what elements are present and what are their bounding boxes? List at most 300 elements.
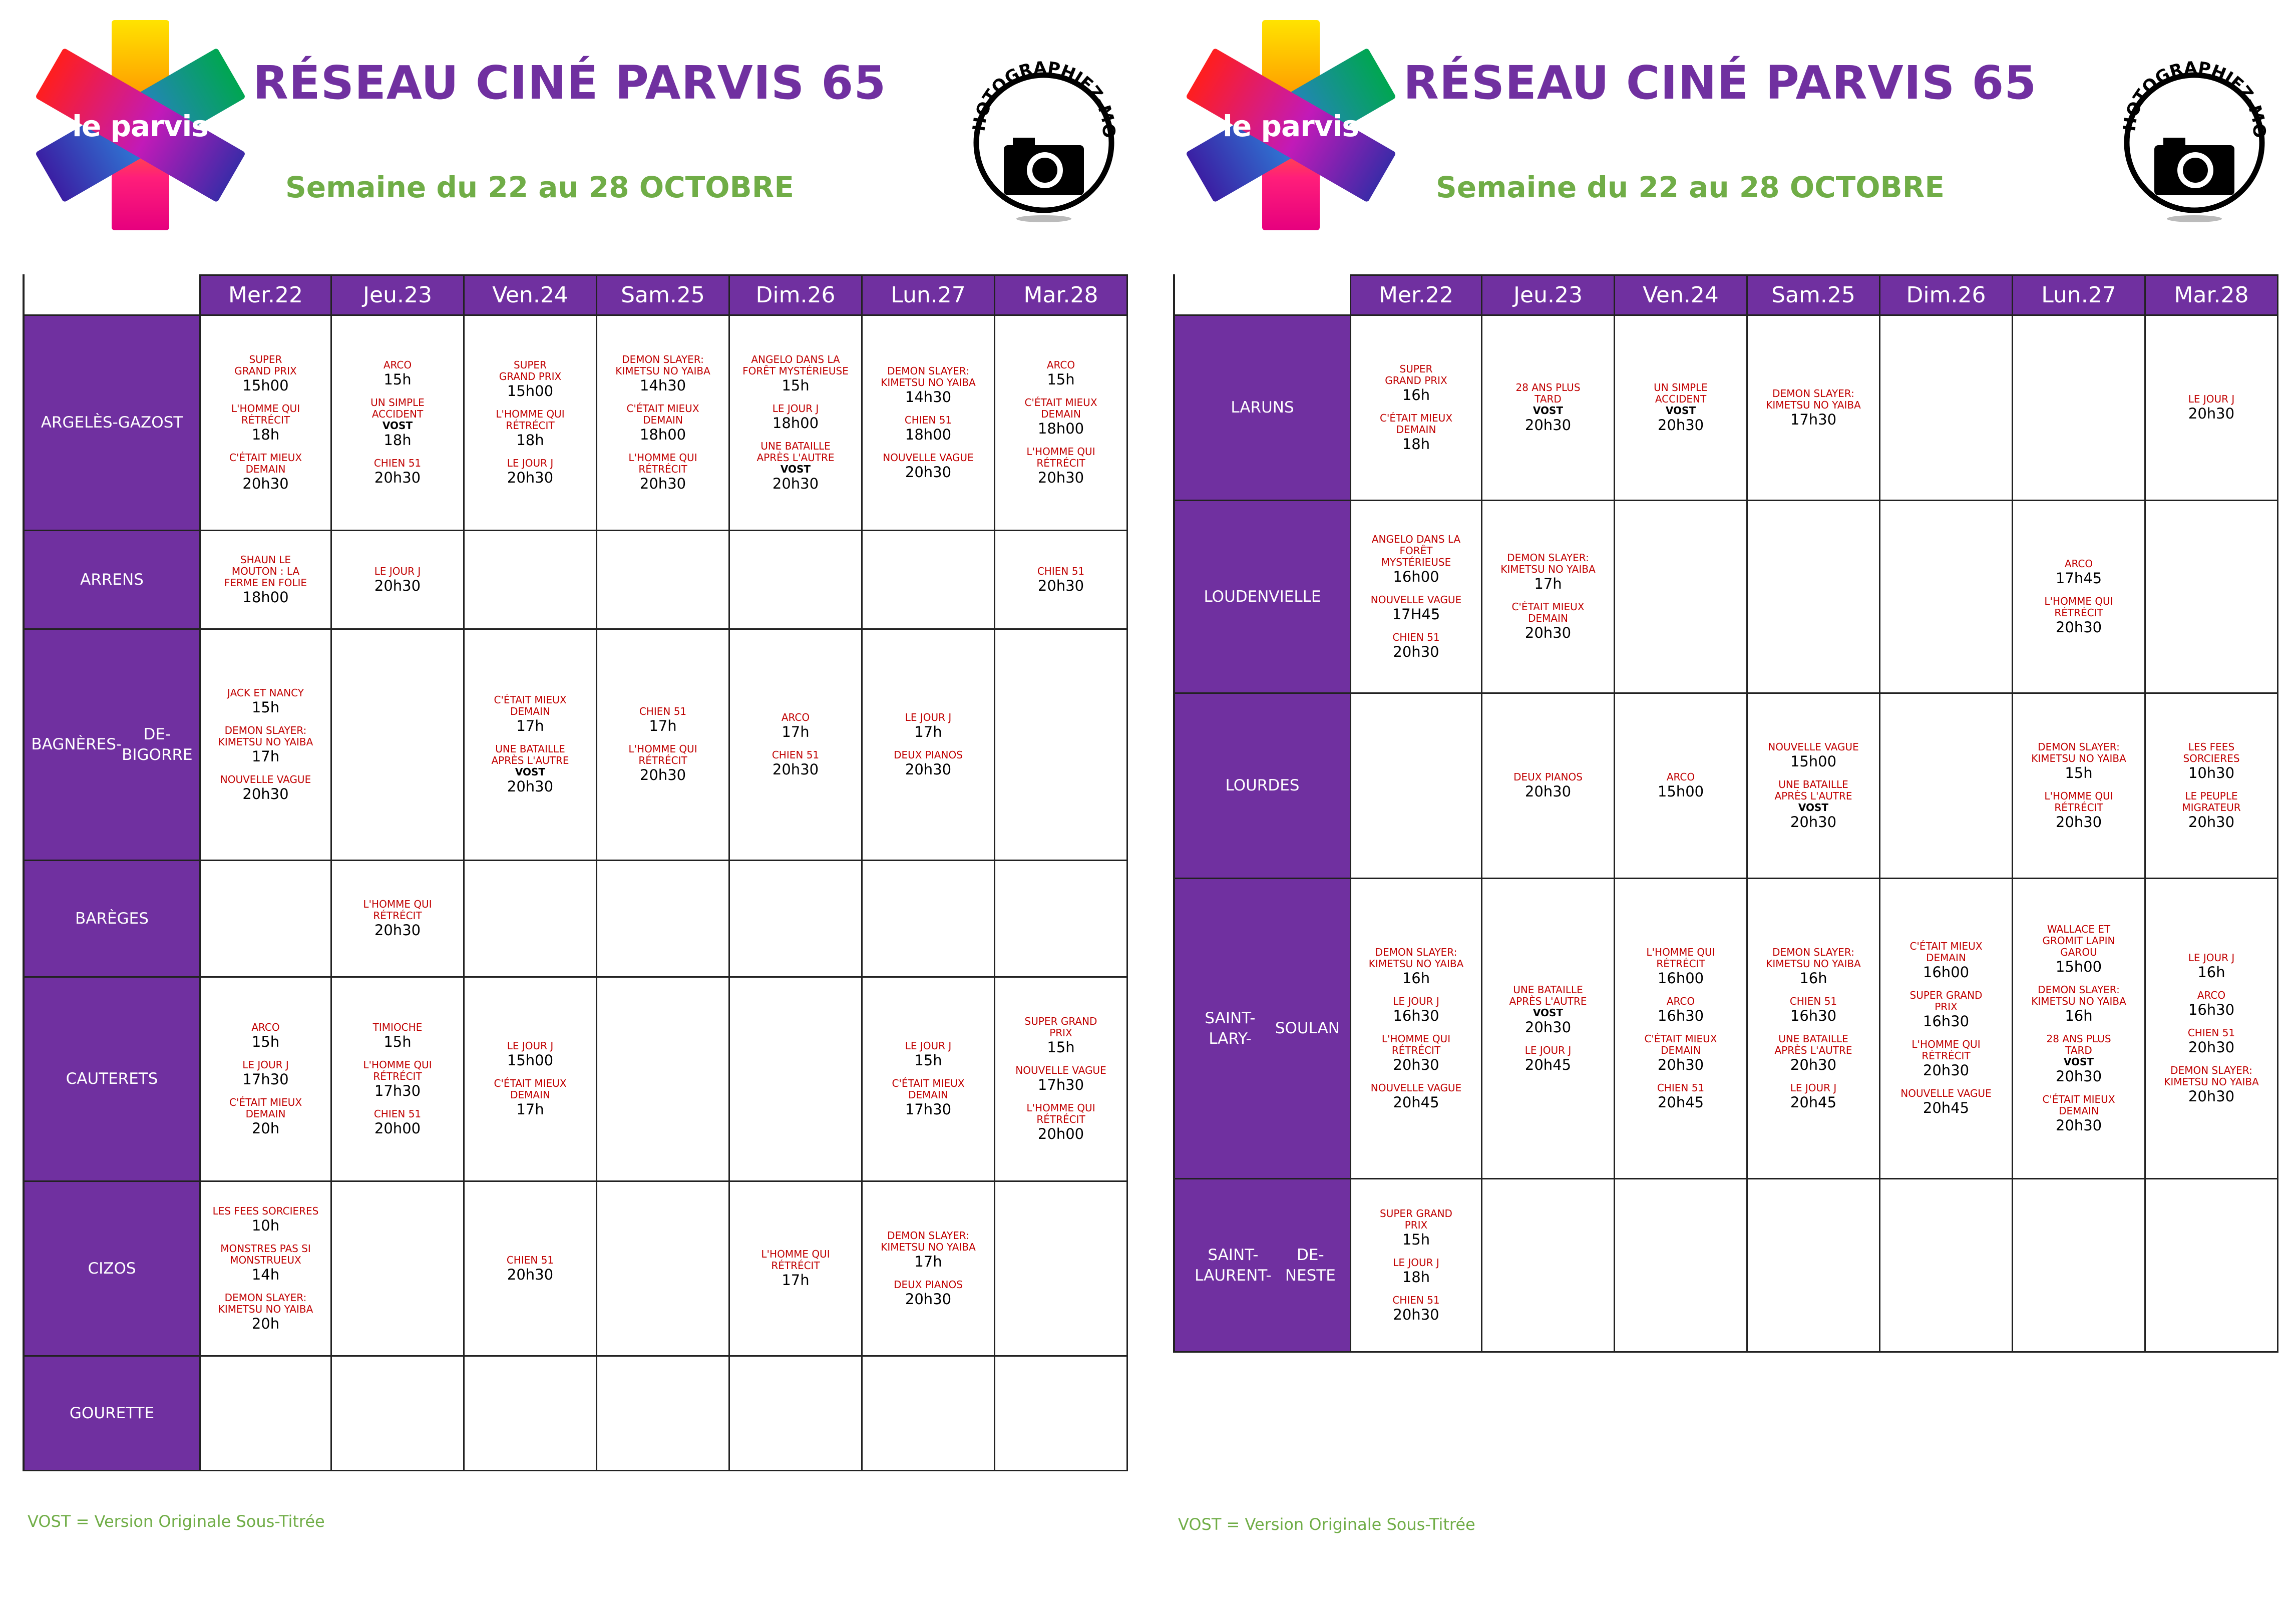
day-header: Mar.28: [2146, 274, 2278, 314]
film-title: CHIEN 51: [1392, 1294, 1440, 1306]
film-title: LE JOUR J: [1790, 1081, 1837, 1094]
showtime: 20h30: [1524, 624, 1572, 641]
showtime: 18h00: [639, 426, 686, 443]
film-title: L'HOMME QUI RÉTRÉCIT: [2044, 595, 2113, 619]
schedule-cell: [1350, 314, 1482, 500]
screening: [2188, 1027, 2235, 1056]
showtime: 17h30: [242, 1070, 289, 1088]
film-title: ARCO: [1666, 995, 1695, 1007]
town-lourdes: LOURDES: [1175, 692, 1350, 878]
schedule-cell: [2146, 1178, 2278, 1351]
showtime: 20h30: [1393, 1056, 1439, 1073]
screening: [1525, 1045, 1572, 1073]
schedule-cell: [2146, 500, 2278, 692]
film-title: LE JOUR J: [374, 565, 421, 577]
screening: [1026, 1102, 1095, 1142]
film-title: CHIEN 51: [1657, 1081, 1705, 1094]
film-title: LE JOUR J: [1524, 1044, 1572, 1056]
screening: [363, 899, 432, 939]
screening: [1909, 941, 1982, 981]
screening: [2188, 393, 2235, 422]
screening: [213, 1205, 319, 1234]
screening: [782, 712, 810, 740]
screening: [374, 566, 421, 594]
film-title: UN SIMPLE ACCIDENT: [370, 396, 425, 420]
screening: [881, 365, 976, 405]
showtime: 20h30: [507, 469, 554, 486]
screening: [1774, 779, 1852, 831]
schedule-cell: [1880, 692, 2013, 878]
showtime: 20h30: [772, 760, 819, 778]
screening: [905, 1040, 952, 1069]
screening: [894, 749, 963, 778]
film-title: LE JOUR J: [507, 1040, 554, 1052]
film-title: LE JOUR J: [905, 711, 952, 723]
schedule-cell: [2013, 314, 2146, 500]
day-header: Mer.22: [199, 274, 332, 314]
showtime: 20h00: [374, 1119, 421, 1137]
schedule-cell: [332, 628, 465, 860]
film-title: DEUX PIANOS: [894, 1278, 963, 1291]
film-title: ARCO: [1046, 359, 1075, 371]
showtime: 20h30: [374, 922, 421, 939]
screening: [773, 403, 819, 432]
screening: [1500, 552, 1596, 592]
schedule-cell: [199, 314, 332, 530]
schedule-cell: [597, 530, 730, 628]
screening: [2044, 790, 2113, 831]
film-title: LE JOUR J: [772, 402, 819, 415]
schedule-cell: [2013, 878, 2146, 1178]
schedule-cell: [2146, 692, 2278, 878]
week-subtitle: Semaine du 22 au 28 OCTOBRE: [285, 170, 795, 204]
film-title: ARCO: [2197, 989, 2226, 1001]
day-header: Mer.22: [1350, 274, 1482, 314]
screening: [772, 749, 819, 778]
showtime: 17h: [914, 1253, 942, 1270]
film-title: C'ÉTAIT MIEUX DEMAIN: [1511, 601, 1585, 624]
film-title: L'HOMME QUI RÉTRÉCIT: [1911, 1038, 1981, 1062]
film-title: ANGELO DANS LA FORÊT MYSTÉRIEUSE: [1371, 533, 1461, 568]
screening: [2031, 741, 2126, 781]
showtime: 20h30: [1524, 417, 1572, 434]
showtime: 18h: [1402, 1268, 1430, 1286]
showtime: 20h30: [2188, 1039, 2235, 1056]
screening: [2182, 790, 2240, 831]
schedule-cell: [863, 976, 995, 1180]
screening: [231, 403, 300, 443]
showtime: 20h30: [374, 577, 421, 594]
schedule-cell: [1880, 500, 2013, 692]
schedule-cell: [332, 314, 465, 530]
vost-badge: VOST: [1665, 404, 1696, 417]
screening: [1511, 601, 1584, 641]
schedule-cell: [863, 314, 995, 530]
vost-badge: VOST: [1533, 404, 1564, 417]
schedule-cell: [199, 628, 332, 860]
showtime: 20h30: [507, 1266, 554, 1283]
film-title: UNE BATAILLE APRÈS L'AUTRE: [1774, 1032, 1852, 1056]
film-title: LE PEUPLE MIGRATEUR: [2182, 789, 2241, 814]
film-title: L'HOMME QUI RÉTRÉCIT: [628, 743, 697, 766]
showtime: 20h45: [1923, 1099, 1970, 1116]
screening: [494, 694, 566, 734]
screening: [363, 1059, 432, 1099]
screening: [220, 1243, 311, 1283]
screening: [496, 409, 564, 449]
schedule-cell: [332, 976, 465, 1180]
screening: [507, 1255, 554, 1283]
screening: [1380, 1208, 1452, 1248]
film-title: ARCO: [781, 711, 810, 723]
film-title: DEMON SLAYER: KIMETSU NO YAIBA: [2164, 1064, 2259, 1088]
showtime: 20h30: [1657, 417, 1704, 434]
table-corner: [25, 274, 199, 314]
schedule-cell: [1880, 878, 2013, 1178]
screening: [2042, 1094, 2115, 1134]
vost-badge: VOST: [515, 766, 546, 778]
schedule-cell: [995, 976, 1128, 1180]
screening: [1372, 534, 1460, 585]
showtime: 16h30: [1790, 1007, 1837, 1024]
film-title: DEMON SLAYER: KIMETSU NO YAIBA: [1368, 946, 1464, 970]
screening: [2188, 952, 2235, 981]
vost-badge: VOST: [1798, 801, 1829, 814]
day-header: Mar.28: [995, 274, 1128, 314]
schedule-cell: [332, 1180, 465, 1355]
screening: [628, 743, 697, 783]
film-title: LE JOUR J: [242, 1058, 289, 1071]
film-title: L'HOMME QUI RÉTRÉCIT: [628, 451, 697, 475]
schedule-cell: [1482, 878, 1615, 1178]
schedule-cell: [465, 1355, 597, 1470]
showtime: 20h45: [1524, 1056, 1572, 1073]
day-header: Sam.25: [597, 274, 730, 314]
film-title: L'HOMME QUI RÉTRÉCIT: [1026, 446, 1095, 469]
screening: [220, 774, 311, 802]
film-title: SUPER GRAND PRIX: [1380, 1207, 1452, 1231]
showtime: 15h: [1402, 1231, 1430, 1248]
schedule-cell: [1350, 692, 1482, 878]
film-title: ANGELO DANS LA FORÊT MYSTÉRIEUSE: [742, 353, 849, 377]
schedule-cell: [1748, 500, 1880, 692]
day-header: Lun.27: [2013, 274, 2146, 314]
showtime: 17h: [1534, 575, 1562, 592]
showtime: 20h30: [2055, 618, 2102, 636]
film-title: L'HOMME QUI RÉTRÉCIT: [1646, 946, 1715, 970]
screening: [1047, 359, 1075, 388]
showtime: 15h: [914, 1052, 942, 1069]
schedule-cell: [597, 976, 730, 1180]
film-title: UNE BATAILLE APRÈS L'AUTRE: [491, 743, 569, 766]
showtime: 16h: [1799, 969, 1827, 987]
schedule-cell: [730, 314, 863, 530]
film-title: LE JOUR J: [507, 457, 554, 469]
screening: [761, 1249, 830, 1289]
film-title: C'ÉTAIT MIEUX DEMAIN: [229, 1096, 302, 1120]
film-title: CHIEN 51: [2187, 1027, 2235, 1039]
film-title: UNE BATAILLE APRÈS L'AUTRE: [1774, 778, 1852, 802]
screening: [494, 1078, 566, 1118]
screening: [218, 725, 313, 765]
town-saint-lary-soulan: SAINT-LARY- SOULAN: [1175, 878, 1350, 1178]
film-title: CHIEN 51: [772, 748, 820, 761]
film-title: DEMON SLAYER: KIMETSU NO YAIBA: [2031, 740, 2126, 764]
showtime: 15h00: [1657, 783, 1704, 800]
schedule-cell: [863, 1355, 995, 1470]
schedule-cell: [730, 976, 863, 1180]
showtime: 15h00: [507, 1052, 554, 1069]
showtime: 16h30: [1657, 1007, 1704, 1024]
schedule-cell: [1350, 500, 1482, 692]
film-title: SUPER GRAND PRIX: [1385, 362, 1447, 386]
showtime: 17H45: [1392, 605, 1440, 623]
table-corner: [1175, 274, 1350, 314]
day-header: Jeu.23: [332, 274, 465, 314]
showtime: 20h30: [2055, 813, 2102, 831]
screening: [639, 706, 686, 734]
screening: [1790, 996, 1837, 1024]
screening: [370, 397, 425, 449]
showtime: 17h: [914, 723, 942, 740]
schedule-cell: [199, 1180, 332, 1355]
town-cizos: CIZOS: [25, 1180, 199, 1355]
screening: [894, 1279, 963, 1308]
screening: [507, 458, 554, 486]
film-title: C'ÉTAIT MIEUX DEMAIN: [2042, 1093, 2115, 1117]
showtime: 20h30: [374, 469, 421, 486]
schedule-cell: [2013, 500, 2146, 692]
showtime: 17h: [649, 717, 677, 734]
schedule-cell: [863, 628, 995, 860]
schedule-cell: [1482, 1178, 1615, 1351]
film-title: C'ÉTAIT MIEUX DEMAIN: [1024, 396, 1097, 420]
schedule-cell: [465, 976, 597, 1180]
showtime: 20h30: [772, 475, 819, 492]
screening: [2183, 741, 2239, 781]
screening: [234, 354, 297, 394]
showtime: 14h30: [905, 388, 952, 405]
showtime: 20h30: [1393, 643, 1439, 660]
film-title: CHIEN 51: [904, 414, 952, 426]
screening: [1371, 1082, 1461, 1111]
schedule-cell: [1748, 1178, 1880, 1351]
film-title: SUPER GRAND PRIX: [234, 353, 297, 377]
screening: [1911, 1039, 1980, 1079]
schedule-cell: [1350, 878, 1482, 1178]
showtime: 16h30: [1393, 1007, 1439, 1024]
screening: [374, 1108, 421, 1137]
schedule-cell: [2146, 878, 2278, 1178]
schedule-cell: [1880, 314, 2013, 500]
showtime: 18h: [516, 432, 544, 449]
film-title: LES FEES SORCIERES: [212, 1204, 319, 1217]
screening: [227, 687, 304, 716]
screening: [1385, 363, 1447, 403]
schedule-cell: [863, 530, 995, 628]
film-title: C'ÉTAIT MIEUX DEMAIN: [1909, 940, 1983, 964]
film-title: DEMON SLAYER: KIMETSU NO YAIBA: [1766, 946, 1861, 970]
showtime: 14h30: [639, 376, 686, 394]
screening: [1658, 996, 1704, 1024]
schedule-cell: [1880, 1178, 2013, 1351]
schedule-cell: [465, 314, 597, 530]
schedule-cell: [597, 860, 730, 976]
film-title: DEMON SLAYER: KIMETSU NO YAIBA: [218, 724, 313, 748]
vost-badge: VOST: [382, 420, 413, 432]
showtime: 20h45: [1657, 1093, 1704, 1111]
screening: [1026, 446, 1095, 486]
showtime: 18h00: [1037, 420, 1084, 437]
showtime: 18h: [1402, 435, 1430, 453]
schedule-cell: [995, 1355, 1128, 1470]
schedule-cell: [465, 628, 597, 860]
showtime: 17h30: [374, 1082, 421, 1099]
showtime: 15h: [1047, 371, 1075, 388]
film-title: 28 ANS PLUS TARD: [1515, 381, 1581, 405]
showtime: 14h: [251, 1266, 280, 1283]
film-title: LE JOUR J: [2188, 952, 2235, 964]
showtime: 15h: [384, 371, 412, 388]
film-title: DEUX PIANOS: [1513, 771, 1583, 783]
showtime: 17h45: [2055, 569, 2102, 587]
screening: [1015, 1065, 1106, 1093]
showtime: 16h30: [2188, 1001, 2235, 1018]
screening: [2042, 924, 2115, 975]
film-title: L'HOMME QUI RÉTRÉCIT: [2044, 789, 2113, 814]
schedule-table-left: [23, 274, 1128, 1471]
showtime: 16h00: [1393, 568, 1439, 585]
schedule-cell: [1748, 314, 1880, 500]
screening: [2056, 558, 2102, 587]
showtime: 20h00: [1037, 1125, 1084, 1142]
page-title: RÉSEAU CINÉ PARVIS 65: [253, 56, 887, 110]
screening: [1766, 388, 1861, 428]
day-header: Jeu.23: [1482, 274, 1615, 314]
film-title: L'HOMME QUI RÉTRÉCIT: [363, 1058, 432, 1082]
schedule-cell: [597, 628, 730, 860]
town-bareges: BARÈGES: [25, 860, 199, 976]
film-title: LE JOUR J: [2188, 393, 2235, 405]
film-title: JACK ET NANCY: [227, 686, 304, 699]
film-title: ARCO: [1666, 771, 1695, 783]
screening: [742, 354, 849, 394]
showtime: 20h30: [2055, 1067, 2102, 1085]
screening: [1768, 741, 1858, 770]
screening: [491, 743, 569, 795]
showtime: 20h30: [639, 766, 686, 783]
screening: [1774, 1033, 1852, 1073]
screening: [229, 452, 302, 492]
showtime: 20h30: [2188, 405, 2235, 422]
schedule-cell: [597, 1355, 730, 1470]
day-header: Lun.27: [863, 274, 995, 314]
day-header: Ven.24: [465, 274, 597, 314]
schedule-cell: [1748, 878, 1880, 1178]
screening: [1654, 382, 1708, 434]
logo-text: le parvis: [72, 109, 208, 143]
film-title: CHIEN 51: [373, 457, 422, 469]
screening: [1513, 771, 1583, 800]
screening: [1790, 1082, 1837, 1111]
film-title: DEMON SLAYER: KIMETSU NO YAIBA: [1766, 387, 1861, 411]
film-title: ARCO: [2064, 557, 2093, 570]
screening: [1382, 1033, 1450, 1073]
schedule-cell: [597, 314, 730, 530]
day-header: Ven.24: [1615, 274, 1748, 314]
film-title: DEMON SLAYER: KIMETSU NO YAIBA: [218, 1291, 313, 1315]
schedule-cell: [465, 860, 597, 976]
screening: [1025, 1016, 1097, 1056]
film-title: L'HOMME QUI RÉTRÉCIT: [363, 898, 432, 922]
showtime: 20h30: [905, 1290, 952, 1308]
showtime: 16h00: [1923, 964, 1970, 981]
film-title: C'ÉTAIT MIEUX DEMAIN: [1644, 1032, 1717, 1056]
film-title: DEMON SLAYER: KIMETSU NO YAIBA: [881, 364, 976, 388]
screening: [1900, 1088, 1991, 1116]
screening: [1369, 947, 1464, 987]
showtime: 20h30: [2188, 1088, 2235, 1105]
day-header: Dim.26: [730, 274, 863, 314]
film-title: C'ÉTAIT MIEUX DEMAIN: [892, 1077, 965, 1101]
vost-legend: VOST = Version Originale Sous-Titrée: [1178, 1515, 1475, 1534]
film-title: LES FEES SORCIERES: [2183, 740, 2240, 764]
screening: [251, 1022, 279, 1050]
day-header: Dim.26: [1880, 274, 2013, 314]
showtime: 17h: [782, 1272, 810, 1289]
vost-badge: VOST: [2063, 1055, 2094, 1068]
screening: [1024, 397, 1097, 437]
film-title: LE JOUR J: [1393, 995, 1439, 1007]
showtime: 16h30: [1923, 1013, 1970, 1030]
film-title: NOUVELLE VAGUE: [1370, 593, 1462, 606]
parvis-logo: [1186, 20, 1396, 230]
schedule-cell: [730, 1355, 863, 1470]
showtime: 15h: [782, 376, 810, 394]
film-title: CHIEN 51: [506, 1254, 554, 1266]
screening: [881, 1230, 976, 1270]
film-title: SUPER GRAND PRIX: [499, 359, 562, 382]
town-gourette: GOURETTE: [25, 1355, 199, 1470]
screening: [384, 359, 412, 388]
schedule-cell: [2013, 692, 2146, 878]
film-title: LE JOUR J: [1393, 1256, 1439, 1269]
schedule-cell: [995, 530, 1128, 628]
town-argeles-gazost: ARGELÈS- GAZOST: [25, 314, 199, 530]
screening: [507, 1040, 554, 1069]
showtime: 10h30: [2188, 764, 2235, 781]
film-title: L'HOMME QUI RÉTRÉCIT: [496, 408, 565, 432]
showtime: 18h: [384, 432, 412, 449]
schedule-cell: [199, 530, 332, 628]
schedule-cell: [465, 1180, 597, 1355]
town-laruns: LARUNS: [1175, 314, 1350, 500]
showtime: 20h30: [639, 475, 686, 492]
film-title: DEMON SLAYER: KIMETSU NO YAIBA: [615, 353, 710, 377]
schedule-cell: [332, 530, 465, 628]
vost-legend: VOST = Version Originale Sous-Titrée: [28, 1512, 325, 1531]
schedule-cell: [1482, 692, 1615, 878]
showtime: 15h: [2065, 764, 2093, 781]
showtime: 20h: [251, 1315, 280, 1332]
screening: [1393, 996, 1439, 1024]
showtime: 20h30: [1037, 469, 1084, 486]
screening: [905, 415, 952, 443]
schedule-cell: [1615, 500, 1748, 692]
schedule-cell: [1615, 692, 1748, 878]
schedule-cell: [1615, 314, 1748, 500]
screening: [626, 403, 699, 443]
